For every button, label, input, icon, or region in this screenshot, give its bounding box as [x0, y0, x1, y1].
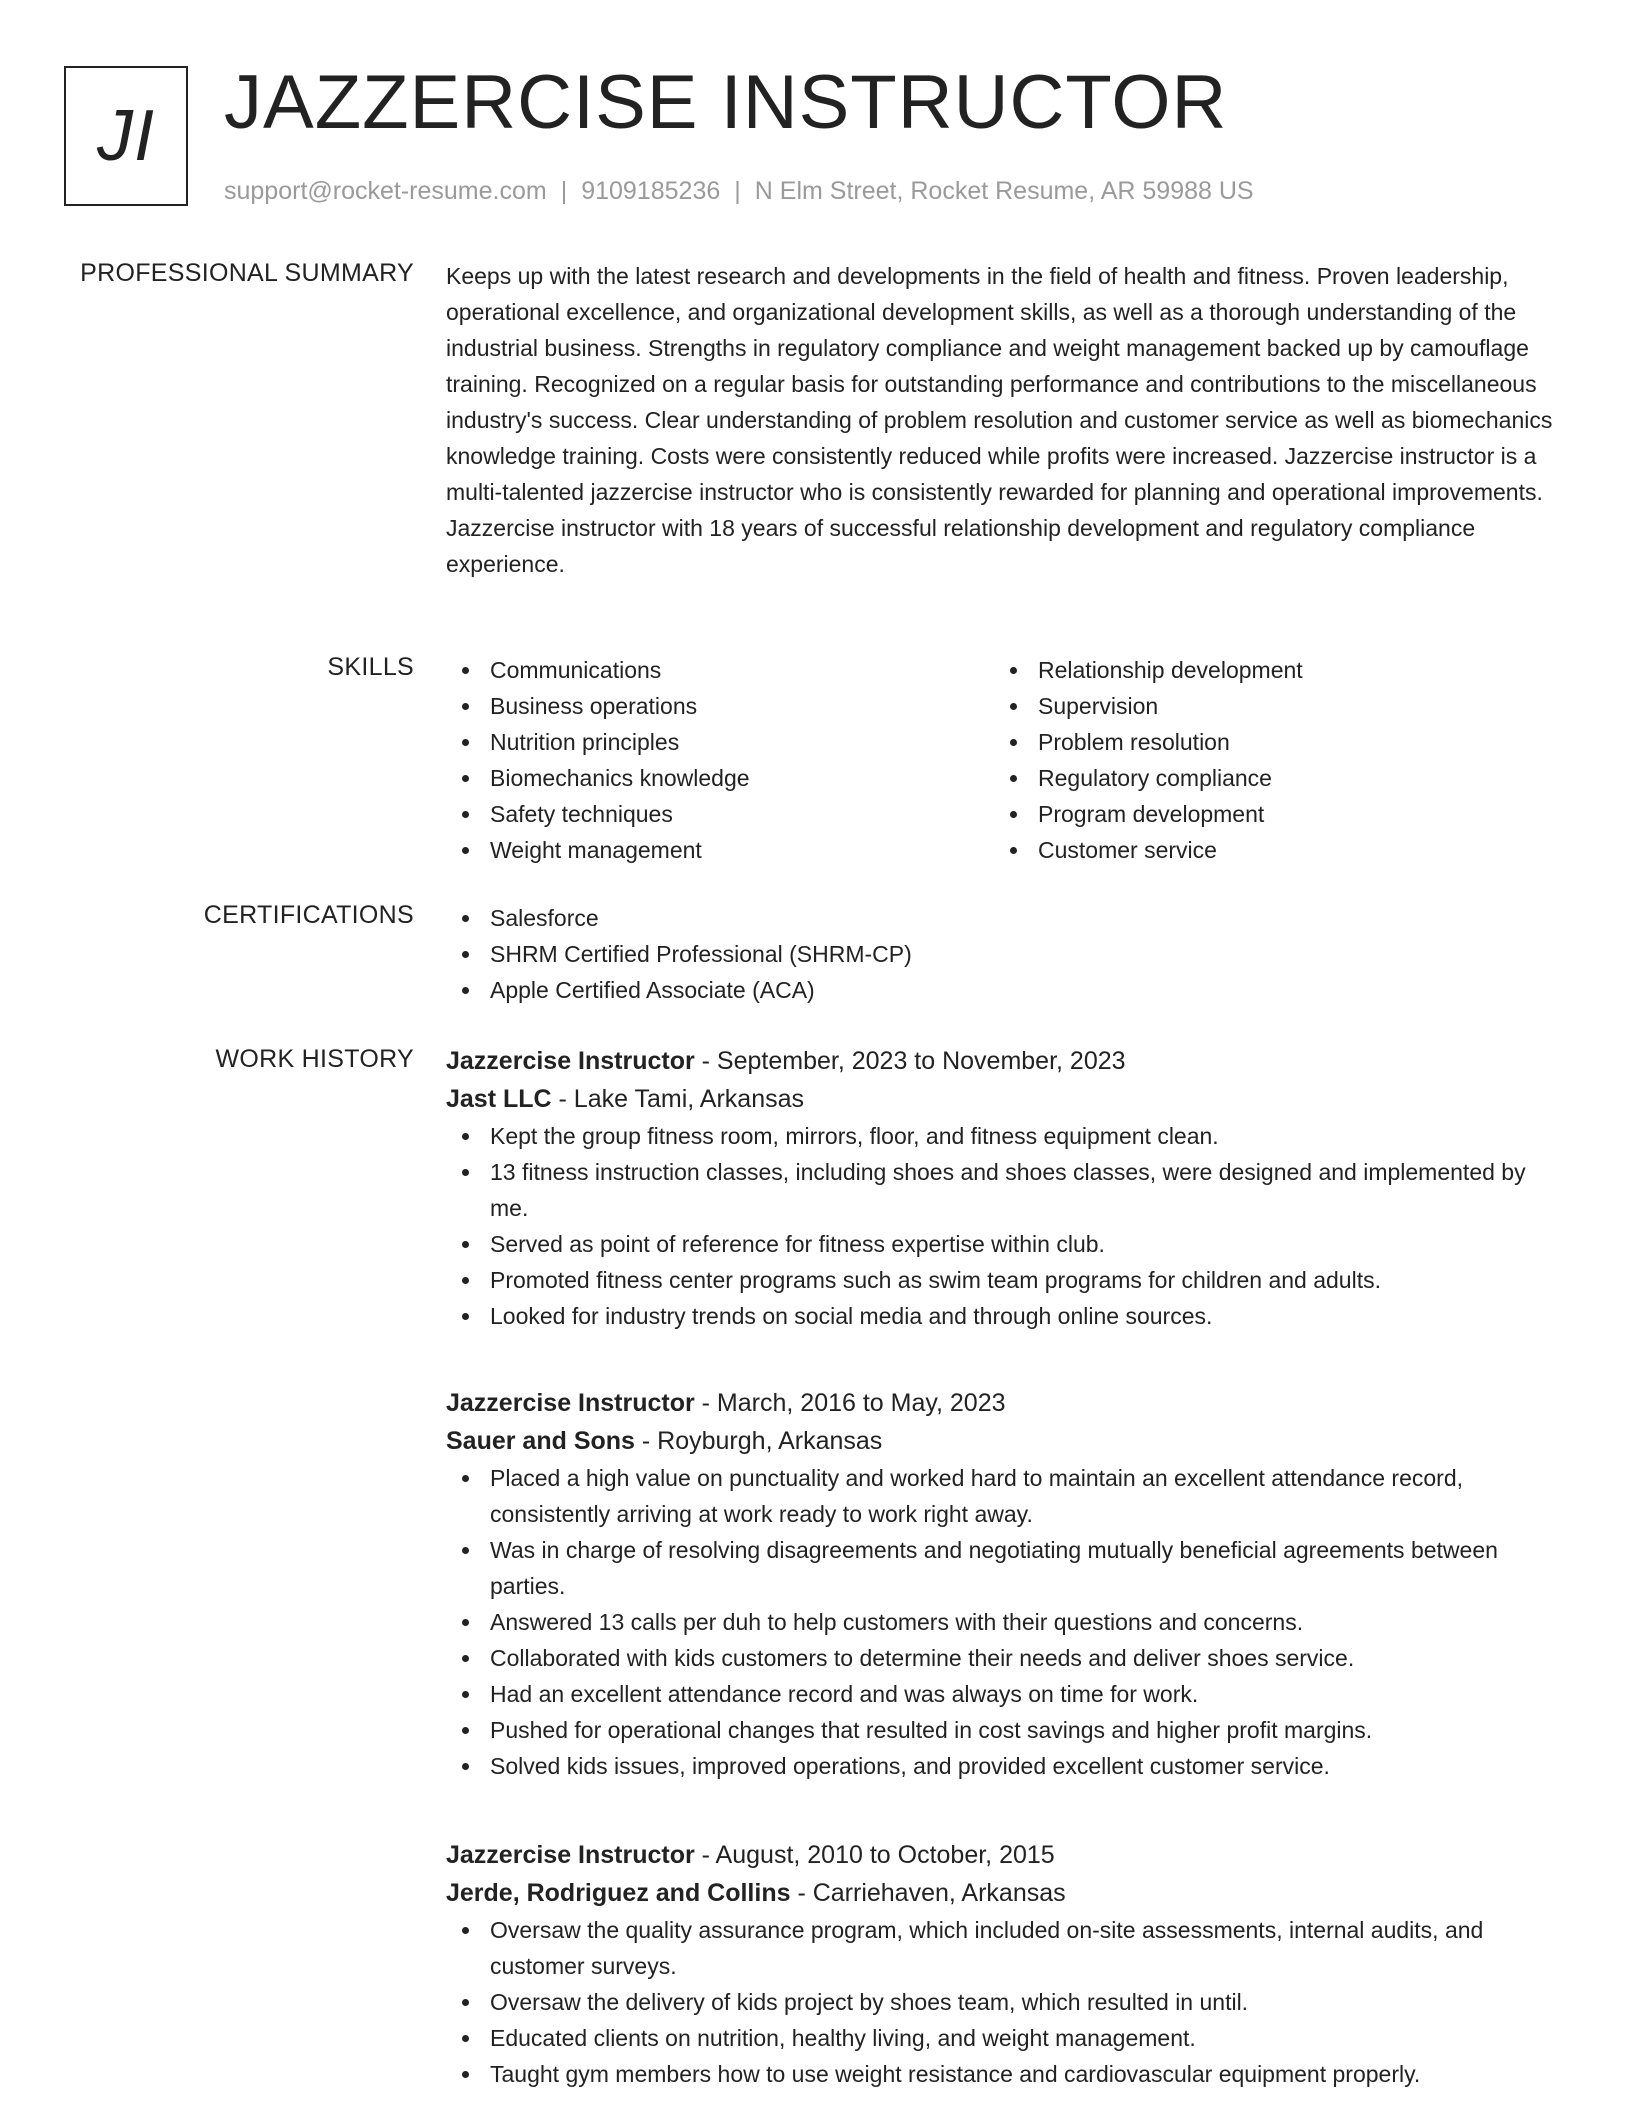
job-company: Sauer and Sons	[446, 1427, 635, 1455]
job-entry	[446, 1836, 1566, 2092]
job-dates: - August, 2010 to October, 2015	[694, 1841, 1055, 1869]
job-title: Jazzercise Instructor	[446, 1389, 695, 1417]
job-company: Jerde, Rodriguez and Collins	[446, 1879, 791, 1907]
job-bullet-list	[446, 1118, 1566, 1334]
job-bullet-item: Promoted fitness center programs such as swim team programs for children and adults.	[446, 1262, 1566, 1298]
skill-item: Customer service	[994, 832, 1542, 868]
section-label-certifications: CERTIFICATIONS	[203, 901, 414, 929]
contact-separator: |	[560, 177, 568, 205]
job-dates: - March, 2016 to May, 2023	[694, 1389, 1006, 1417]
job-bullet-item: Taught gym members how to use weight resistance and cardiovascular equipment properly.	[446, 2056, 1566, 2092]
job-entry	[446, 1042, 1566, 1334]
certifications-list	[446, 900, 1566, 1008]
contact-separator: |	[734, 177, 741, 205]
job-bullet-item: Placed a high value on punctuality and worked hard to maintain an excellent attendance record, consistently arriving at work ready to work right away.	[446, 1460, 1566, 1532]
job-company-line	[446, 1422, 1566, 1460]
job-bullet-item: Looked for industry trends on social media and through online sources.	[446, 1298, 1566, 1334]
job-bullet-item: Pushed for operational changes that resulted in cost savings and higher profit margins.	[446, 1712, 1566, 1748]
job-bullet-item: Was in charge of resolving disagreements and negotiating mutually beneficial agreements between parties.	[446, 1532, 1566, 1604]
page-title: JAZZERCISE INSTRUCTOR	[224, 60, 1228, 145]
skill-item: Supervision	[994, 688, 1542, 724]
job-company-line	[446, 1874, 1566, 1912]
section-label-skills: SKILLS	[327, 653, 414, 681]
summary-section	[446, 258, 1566, 582]
job-bullet-list	[446, 1912, 1566, 2092]
job-bullet-item: Oversaw the delivery of kids project by shoes team, which resulted in until.	[446, 1984, 1566, 2020]
job-bullet-item: Educated clients on nutrition, healthy living, and weight management.	[446, 2020, 1566, 2056]
job-dates: - September, 2023 to November, 2023	[694, 1047, 1126, 1075]
job-bullet-list	[446, 1460, 1566, 1784]
job-bullet-item: Served as point of reference for fitness expertise within club.	[446, 1226, 1566, 1262]
skill-item: Weight management	[446, 832, 994, 868]
certification-item: SHRM Certified Professional (SHRM-CP)	[446, 936, 1566, 972]
section-label-work-history: WORK HISTORY	[215, 1045, 414, 1073]
skill-item: Communications	[446, 652, 994, 688]
job-bullet-item: Solved kids issues, improved operations, and provided excellent customer service.	[446, 1748, 1566, 1784]
skills-section	[446, 652, 1566, 868]
contact-line	[224, 176, 1254, 206]
job-bullet-item: Collaborated with kids customers to determine their needs and deliver shoes service.	[446, 1640, 1566, 1676]
job-bullet-item: Kept the group fitness room, mirrors, floor, and fitness equipment clean.	[446, 1118, 1566, 1154]
job-company: Jast LLC	[446, 1085, 552, 1113]
job-bullet-item: Oversaw the quality assurance program, which included on-site assessments, internal audits, and customer surveys.	[446, 1912, 1566, 1984]
skills-column-left	[446, 652, 994, 868]
job-location: - Royburgh, Arkansas	[634, 1427, 883, 1455]
skill-item: Nutrition principles	[446, 724, 994, 760]
job-bullet-item: 13 fitness instruction classes, including shoes and shoes classes, were designed and implemented by me.	[446, 1154, 1566, 1226]
job-bullet-item: Had an excellent attendance record and was always on time for work.	[446, 1676, 1566, 1712]
job-title: Jazzercise Instructor	[446, 1841, 695, 1869]
monogram-badge: JI	[64, 66, 188, 206]
job-entry	[446, 1384, 1566, 1784]
skill-item: Problem resolution	[994, 724, 1542, 760]
certification-item: Apple Certified Associate (ACA)	[446, 972, 1566, 1008]
skill-item: Regulatory compliance	[994, 760, 1542, 796]
section-label-summary: PROFESSIONAL SUMMARY	[80, 259, 414, 287]
contact-email: support@rocket-resume.com	[224, 177, 547, 205]
job-title-line	[446, 1836, 1566, 1874]
certifications-section	[446, 900, 1566, 1008]
contact-phone: 9109185236	[581, 177, 721, 205]
skills-column-right	[994, 652, 1542, 868]
certification-item: Salesforce	[446, 900, 1566, 936]
skill-item: Business operations	[446, 688, 994, 724]
job-location: - Carriehaven, Arkansas	[790, 1879, 1066, 1907]
skill-item: Relationship development	[994, 652, 1542, 688]
skill-item: Biomechanics knowledge	[446, 760, 994, 796]
job-title: Jazzercise Instructor	[446, 1047, 695, 1075]
job-title-line	[446, 1384, 1566, 1422]
summary-text: Keeps up with the latest research and developments in the field of health and fitness. Proven leadership, operational excellence, and organizational development skills, as well as a thorough understanding of the industrial business. Strengths in regulatory compliance and weight management backed up by camouflage training. Recognized on a regular basis for outstanding performance and contributions to the miscellaneous industry's success. Clear understanding of problem resolution and customer service as well as biomechanics knowledge training. Costs were consistently reduced while profits were increased. Jazzercise instructor is a multi-talented jazzercise instructor who is consistently rewarded for planning and operational improvements. Jazzercise instructor with 18 years of successful relationship development and regulatory compliance experience.	[446, 263, 1553, 577]
contact-address: N Elm Street, Rocket Resume, AR 59988 US	[754, 177, 1254, 205]
job-title-line	[446, 1042, 1566, 1080]
job-company-line	[446, 1080, 1566, 1118]
job-location: - Lake Tami, Arkansas	[551, 1085, 805, 1113]
job-bullet-item: Answered 13 calls per duh to help customers with their questions and concerns.	[446, 1604, 1566, 1640]
skill-item: Program development	[994, 796, 1542, 832]
skill-item: Safety techniques	[446, 796, 994, 832]
